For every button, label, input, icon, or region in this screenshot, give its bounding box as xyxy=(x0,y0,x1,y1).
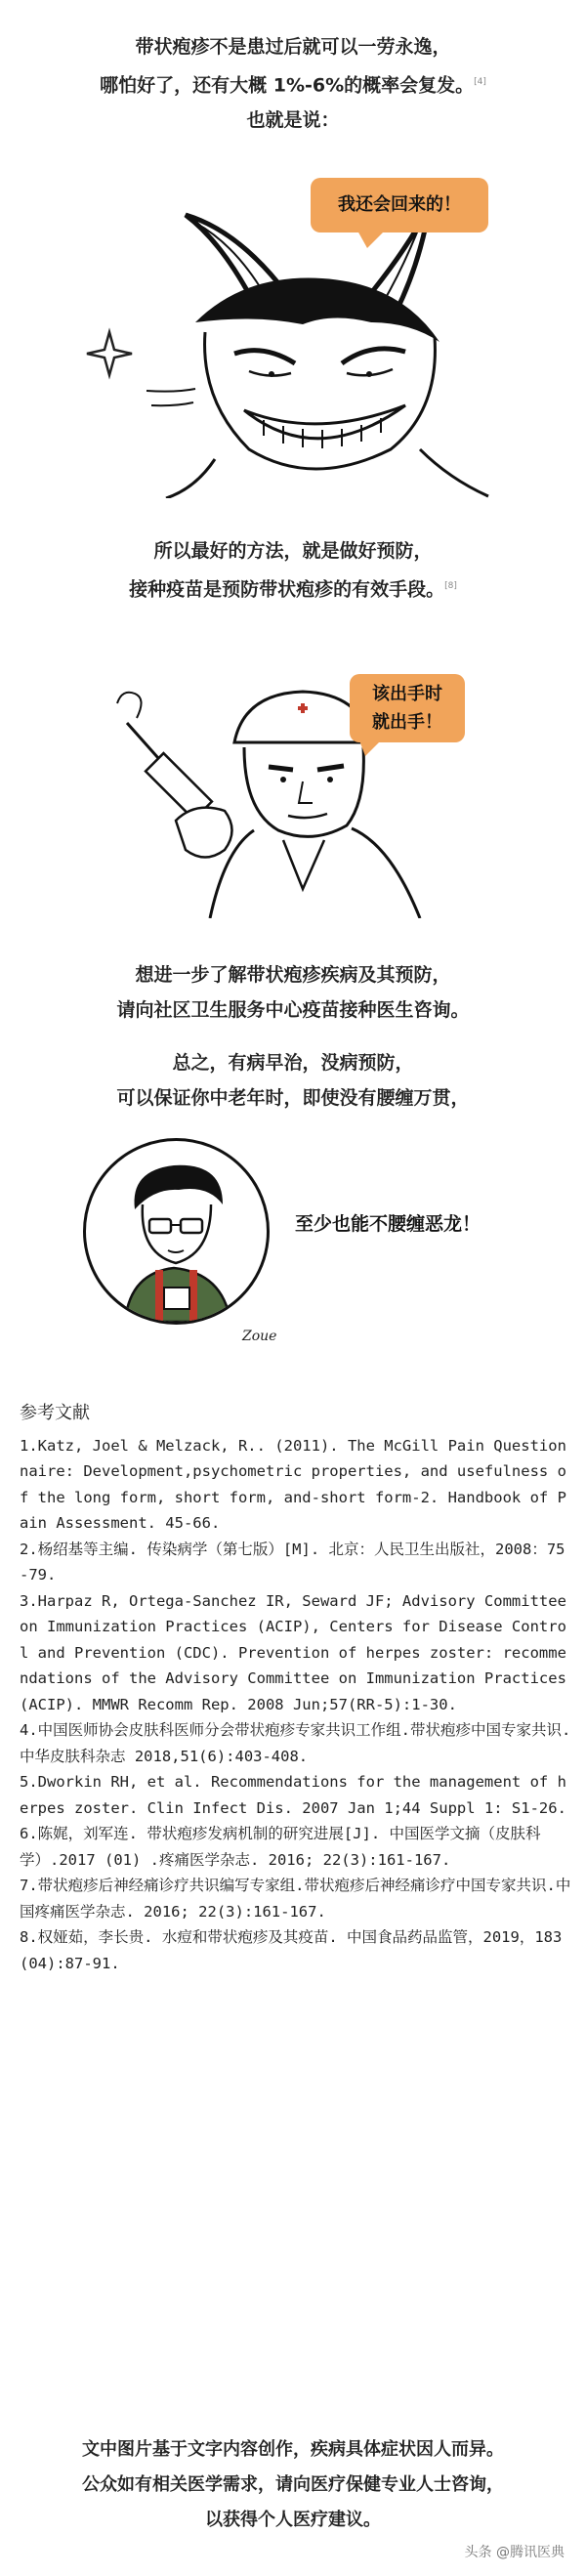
reference-item: 2.杨绍基等主编. 传染病学（第七版）[M]. 北京：人民卫生出版社，2008：75-79. xyxy=(20,1540,565,1584)
watermark: 头条 @腾讯医典 xyxy=(464,2545,565,2560)
speech-bubble-villain-text: 我还会回来的！ xyxy=(338,194,461,215)
disclaimer-line-1: 文中图片基于文字内容创作，疾病具体症状因人而异。 xyxy=(82,2439,504,2460)
reference-item: 1.Katz, Joel & Melzack, R.. (2011). The McGill Pain Questionnaire: Development,psychometric properties, and usefulness of the long form, short form, and-short form-2. Handbook of Pain Assessment. 45-66. xyxy=(20,1436,566,1532)
prevention-line-2-text: 接种疫苗是预防带状疱疹的有效手段。 xyxy=(129,578,445,601)
references-title: 参考文献 xyxy=(20,1403,90,1423)
reference-item: 8.权娅茹，李长贵. 水痘和带状疱疹及其疫苗. 中国食品药品监管，2019，183(04):87-91. xyxy=(20,1928,563,1972)
circle-illustration xyxy=(83,1138,270,1325)
consult-line-2: 请向社区卫生服务中心疫苗接种医生咨询。 xyxy=(116,999,470,1021)
dragon-text: 至少也能不腰缠恶龙！ xyxy=(295,1213,481,1235)
disclaimer-line-2: 公众如有相关医学需求，请向医疗保健专业人士咨询， xyxy=(82,2474,504,2495)
prevention-line-1: 所以最好的方法，就是做好预防， xyxy=(153,540,433,562)
intro-line-1: 带状疱疹不是患过后就可以一劳永逸， xyxy=(135,36,451,58)
intro-line-3: 也就是说： xyxy=(246,109,340,132)
speech-bubble-villain xyxy=(311,178,488,232)
disclaimer-footer xyxy=(0,2432,586,2538)
speech-bubble-doctor xyxy=(350,674,465,742)
consult-line-1: 想进一步了解带状疱疹疾病及其预防， xyxy=(135,964,451,986)
reference-item: 3.Harpaz R, Ortega-Sanchez IR, Seward JF; Advisory Committee on Immunization Practices (ACIP), Centers for Disease Control and Prevention (CDC). Prevention of herpes zoster: recommendations of the Advisory Committee on Immunization Practices (ACIP). MMWR Recomm Rep. 2008 Jun;57(RR-5):1-30. xyxy=(20,1591,566,1713)
reference-item: 7.带状疱疹后神经痛诊疗共识编写专家组.带状疱疹后神经痛诊疗中国专家共识.中国疼痛医学杂志. 2016; 22(3):161-167. xyxy=(20,1877,571,1921)
intro-line-2 xyxy=(0,64,586,103)
intro-line-2-text: 哪怕好了，还有大概 1%-6%的概率会复发。 xyxy=(100,74,475,97)
speech-bubble-doctor-line-2: 就出手！ xyxy=(372,712,442,733)
summary-text xyxy=(0,1045,586,1116)
boy-drawing xyxy=(86,1141,267,1322)
citation-8: [8] xyxy=(444,581,457,591)
consult-text xyxy=(0,957,586,1028)
summary-line-1: 总之，有病早治，没病预防， xyxy=(172,1052,414,1074)
artist-signature: Zoue xyxy=(242,1329,277,1344)
references-section xyxy=(20,1401,571,1976)
speech-bubble-doctor-line-1: 该出手时 xyxy=(372,684,442,704)
reference-item: 4.中国医师协会皮肤科医师分会带状疱疹专家共识工作组.带状疱疹中国专家共识.中华皮肤科杂志 2018,51(6):403-408. xyxy=(20,1721,571,1765)
reference-item: 5.Dworkin RH, et al. Recommendations for the management of herpes zoster. Clin Infect Dis. 2007 Jan 1;44 Suppl 1: S1-26. xyxy=(20,1773,566,1817)
intro-text xyxy=(0,29,586,138)
disclaimer-line-3: 以获得个人医疗建议。 xyxy=(205,2510,381,2530)
summary-line-2: 可以保证你中老年时，即使没有腰缠万贯， xyxy=(116,1087,470,1109)
prevention-text xyxy=(0,533,586,607)
citation-4: [4] xyxy=(474,77,486,87)
reference-item: 6.陈娓，刘军连. 带状疱疹发病机制的研究进展[J]. 中国医学文摘（皮肤科学）.2017 (01) .疼痛医学杂志. 2016; 22(3):161-167. xyxy=(20,1825,541,1869)
prevention-line-2 xyxy=(0,569,586,607)
